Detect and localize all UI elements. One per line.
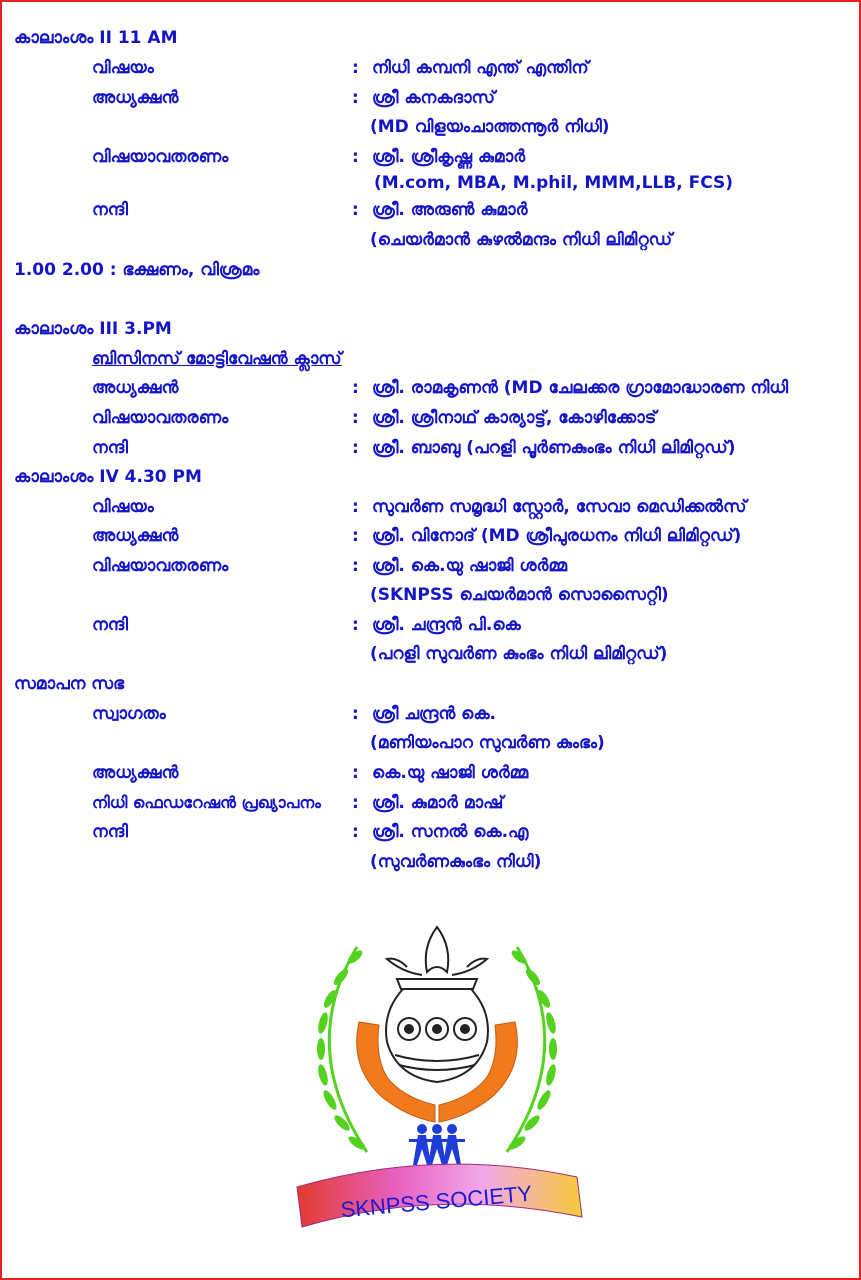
row-colon: : xyxy=(352,497,359,517)
lunch-break: 1.00 2.00 : ഭക്ഷണം, വിശ്രമം xyxy=(14,260,260,280)
row-label: അധ്യക്ഷൻ xyxy=(92,763,179,783)
row-value: ശ്രീ. സനൽ കെ.എ xyxy=(372,822,529,842)
closing-heading: സമാപന സഭ xyxy=(14,674,125,694)
row-label: നിധി ഫെഡറേഷൻ പ്രഖ്യാപനം xyxy=(92,793,321,812)
row-value: ശ്രീ. ചന്ദ്രൻ പി.കെ xyxy=(372,615,521,635)
row-value: ശ്രീ. ശ്രീനാഥ് കാര്യാട്ട്, കോഴിക്കോട് xyxy=(372,408,657,428)
row-extra: (മണിയംപാറ സുവർണ കുംഭം) xyxy=(370,733,605,753)
row-extra: (SKNPSS ചെയർമാൻ സൊസൈറ്റി) xyxy=(370,585,669,605)
session3-heading: കാലാംശം III 3.PM xyxy=(14,319,172,339)
row-label: നന്ദി xyxy=(92,615,128,635)
row-value: ശ്രീ. കെ.യു ഷാജി ശർമ്മ xyxy=(372,556,568,576)
row-value: ശ്രീ ചന്ദ്രൻ കെ. xyxy=(372,704,497,724)
row-label: വിഷയാവതരണം xyxy=(92,556,229,576)
row-colon: : xyxy=(352,822,359,842)
row-colon: : xyxy=(352,615,359,635)
row-label: അധ്യക്ഷൻ xyxy=(92,526,179,546)
row-value: ശ്രീ. കുമാർ മാഷ് xyxy=(372,793,504,813)
row-colon: : xyxy=(352,58,359,78)
row-colon: : xyxy=(352,378,359,398)
people-icon xyxy=(409,1124,465,1165)
row-value: ശ്രീ കനകദാസ് xyxy=(372,88,495,108)
row-colon: : xyxy=(352,556,359,576)
row-colon: : xyxy=(352,526,359,546)
ribbon-banner xyxy=(297,1164,582,1227)
session2-heading: കാലാംശം II 11 AM xyxy=(14,28,178,48)
row-value: ശ്രീ. അരുൺ കുമാർ xyxy=(372,200,528,220)
row-label: വിഷയം xyxy=(92,58,154,78)
row-extra: (പറളി സുവർണ കുംഭം നിധി ലിമിറ്റഡ്) xyxy=(370,644,668,664)
row-colon: : xyxy=(352,147,359,167)
row-extra: (MD വിളയംചാത്തന്നൂർ നിധി) xyxy=(370,117,610,137)
row-colon: : xyxy=(352,704,359,724)
row-extra: (M.com, MBA, M.phil, MMM,LLB, FCS) xyxy=(374,173,734,193)
row-label: നന്ദി xyxy=(92,438,128,458)
row-value: ശ്രീ. രാമകൃണൻ (MD ചേലക്കര ഗ്രാമോദ്ധാരണ നിധി xyxy=(372,378,789,398)
row-label: അധ്യക്ഷൻ xyxy=(92,378,179,398)
session4-heading: കാലാംശം IV 4.30 PM xyxy=(14,467,202,487)
row-colon: : xyxy=(352,200,359,220)
row-value: സുവർണ സമൃദ്ധി സ്റ്റോർ, സേവാ മെഡിക്കൽസ് xyxy=(372,497,747,517)
row-value: കെ.യു ഷാജി ശർമ്മ xyxy=(372,763,529,783)
row-colon: : xyxy=(352,408,359,428)
row-value: നിധി കമ്പനി എന്ത് എന്തിന് xyxy=(372,58,589,78)
session3-subheading: ബിസിനസ് മോട്ടിവേഷൻ ക്ലാസ് xyxy=(92,349,342,369)
logo-text: SKNPSS SOCIETY xyxy=(339,1180,534,1223)
row-colon: : xyxy=(352,763,359,783)
row-label: സ്വാഗതം xyxy=(92,704,166,724)
row-colon: : xyxy=(352,88,359,108)
sknpss-logo xyxy=(287,917,587,1237)
row-colon: : xyxy=(352,793,359,813)
row-label: നന്ദി xyxy=(92,200,128,220)
row-label: നന്ദി xyxy=(92,822,128,842)
row-label: വിഷയാവതരണം xyxy=(92,147,229,167)
row-label: വിഷയാവതരണം xyxy=(92,408,229,428)
row-label: അധ്യക്ഷൻ xyxy=(92,88,179,108)
row-colon: : xyxy=(352,438,359,458)
row-extra: (സുവർണകുംഭം നിധി) xyxy=(370,852,542,872)
row-value: ശ്രീ. ശ്രീകൃഷ്ണ കുമാർ xyxy=(372,147,526,167)
row-label: വിഷയം xyxy=(92,497,154,517)
pot-icon xyxy=(386,927,488,1082)
row-value: ശ്രീ. ബാബു (പറളി പൂർണകുംഭം നിധി ലിമിറ്റഡ്) xyxy=(372,438,736,458)
row-value: ശ്രീ. വിനോദ് (MD ശ്രീപുരധനം നിധി ലിമിറ്റഡ്) xyxy=(372,526,742,546)
row-extra: (ചെയർമാൻ കുഴൽമന്ദം നിധി ലിമിറ്റഡ് xyxy=(370,230,673,250)
